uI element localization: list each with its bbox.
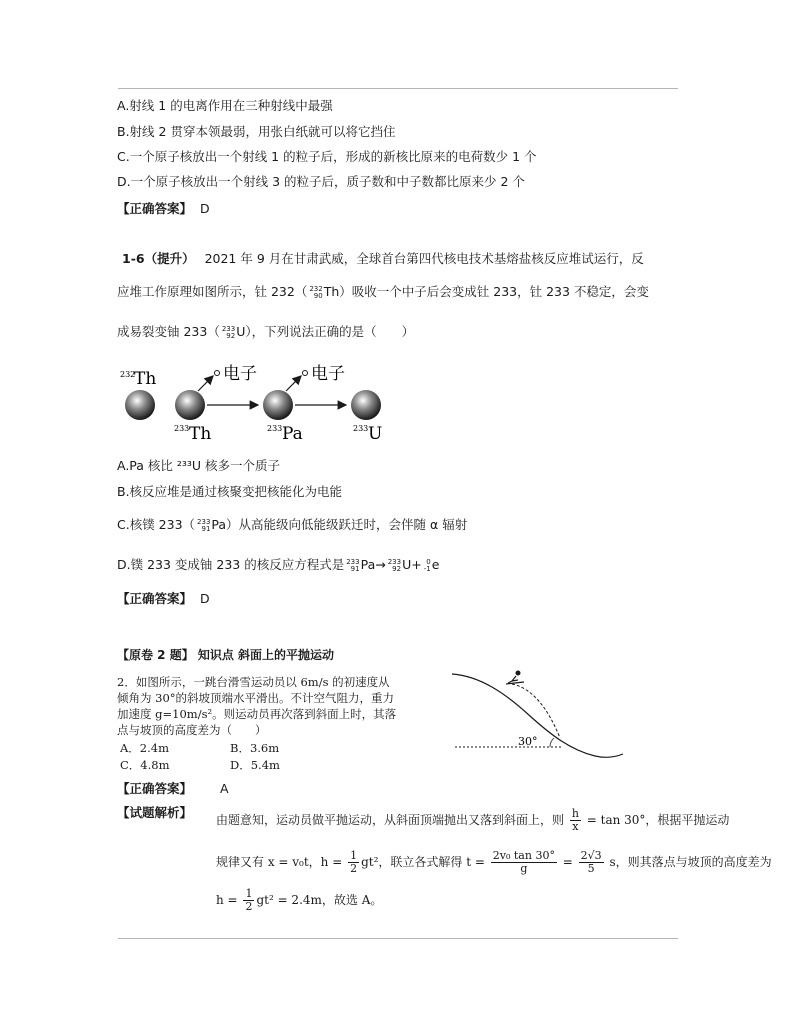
- stem-text: Th）吸收一个中子后会变成钍 233，钍 233 不稳定，会变: [323, 284, 649, 299]
- q3-option-a: A．2.4m: [120, 741, 169, 755]
- nuclide-notation: 233 91: [197, 517, 211, 533]
- answer-label: 【正确答案】: [117, 201, 193, 216]
- explanation-text: h =: [216, 893, 238, 907]
- q3-option-d: D．5.4m: [230, 758, 280, 772]
- mass-th233: 233: [174, 424, 190, 433]
- nucleus-th233: [175, 390, 205, 420]
- electron-dot-1: [215, 371, 220, 376]
- symbol-th233: Th: [189, 424, 212, 444]
- option-text: C.核镤 233（: [117, 517, 196, 532]
- answer-value: D: [200, 591, 210, 606]
- q2-stem-line3: [117, 324, 414, 340]
- decay-chain-diagram: [115, 358, 415, 448]
- answer-label: 【正确答案】: [117, 591, 193, 606]
- q3-stem-line3: 加速度 g=10m/s²。则运动员再次落到斜面上时，其落: [117, 707, 397, 721]
- q3-option-c: C．4.8m: [120, 758, 170, 772]
- top-rule: [118, 88, 678, 89]
- nuclide-notation: 233 92: [221, 324, 236, 340]
- q3-option-b: B．3.6m: [230, 741, 280, 755]
- question-number: 1-6（提升）: [122, 251, 195, 266]
- stem-text: 成易裂变铀 233（: [117, 324, 220, 339]
- q3-header: 【原卷 2 题】 知识点 斜面上的平抛运动: [117, 648, 335, 662]
- q2-stem-line2: [117, 284, 649, 300]
- symbol-u233: U: [368, 424, 383, 444]
- explanation-line-1: [216, 808, 729, 833]
- option-text: Pa）从高能级向低能级跃迁时，会伴随 α 辐射: [211, 517, 468, 532]
- fraction-h-over-x: $\frac{h}{x}$: [571, 807, 579, 833]
- mass-th232: 232: [120, 370, 136, 379]
- electron-label-1: 电子: [223, 364, 257, 384]
- ski-slope-diagram: [450, 668, 625, 768]
- symbol-pa233: Pa: [282, 424, 303, 444]
- q1-option-c: C.一个原子核放出一个射线 1 的粒子后，形成的新核比原来的电荷数少 1 个: [117, 149, 537, 164]
- explanation-line-2: [216, 850, 772, 875]
- q3-stem-line1: 2．如图所示，一跳台滑雪运动员以 6m/s 的初速度从: [117, 675, 390, 689]
- q1-option-d: D.一个原子核放出一个射线 3 的粒子后，质子数和中子数都比原来少 2 个: [117, 174, 525, 189]
- q3-answer: [117, 781, 229, 797]
- electron-label-2: 电子: [311, 364, 345, 384]
- explanation-text: s，则其落点与坡顶的高度差为: [609, 855, 772, 869]
- nucleus-pa233: [263, 390, 293, 420]
- q2-option-a: A.Pa 核比 ²³³U 核多一个质子: [117, 458, 281, 473]
- electron-dot-2: [303, 371, 308, 376]
- option-text: e: [431, 557, 440, 572]
- q2-option-c: [117, 517, 467, 533]
- fraction-time-value: $\frac{2√3}{5}$: [580, 849, 602, 875]
- explanation-text: gt²，联立各式解得 t =: [361, 855, 485, 869]
- slope-line: [452, 674, 623, 757]
- stem-text: 应堆工作原理如图所示，钍 232（: [117, 284, 308, 299]
- option-text: Pa→: [360, 557, 386, 572]
- nucleus-u233: [351, 390, 381, 420]
- q1-option-a: A.射线 1 的电离作用在三种射线中最强: [117, 98, 333, 113]
- bottom-rule: [118, 938, 678, 939]
- fraction-one-half: $\frac{1}{2}$: [350, 849, 358, 875]
- nuclide-notation: 233 91: [346, 557, 360, 573]
- electron-arrow-1: [198, 376, 213, 391]
- analysis-label: 【试题解析】: [117, 805, 193, 820]
- option-text: U+: [402, 557, 422, 572]
- option-text: D.镤 233 变成铀 233 的核反应方程式是: [117, 557, 345, 572]
- mass-u233: 233: [353, 424, 369, 433]
- explanation-text: = tan 30°，根据平抛运动: [586, 813, 730, 827]
- nuclide-notation: 0 -1: [423, 557, 431, 573]
- electron-arrow-2: [286, 376, 301, 391]
- skier-icon: [506, 671, 524, 685]
- stem-text: 2021 年 9 月在甘肃武威，全球首台第四代核电技术基熔盐核反应堆试运行，反: [204, 251, 644, 266]
- explanation-text: 由题意知，运动员做平抛运动，从斜面顶端抛出又落到斜面上，则: [216, 813, 565, 827]
- explanation-text: gt² = 2.4m，故选 A。: [256, 893, 383, 907]
- trajectory-line: [512, 684, 560, 738]
- fraction-one-half: $\frac{1}{2}$: [245, 887, 253, 913]
- nucleus-th232: [125, 390, 155, 420]
- stem-text: U），下列说法正确的是（ ）: [236, 324, 415, 339]
- explanation-text: 规律又有 x = v₀t，h =: [216, 855, 343, 869]
- angle-arc: [550, 738, 554, 747]
- q3-analysis-label: [117, 805, 192, 821]
- answer-value: D: [200, 201, 210, 216]
- answer-label: 【正确答案】: [117, 781, 193, 796]
- fraction-time-expression: $\frac{\text{2v₀ tan 30°}}{g}$: [492, 849, 555, 875]
- q1-answer: [117, 201, 210, 217]
- q2-answer: [117, 591, 210, 607]
- q2-option-b: B.核反应堆是通过核聚变把核能化为电能: [117, 484, 343, 499]
- explanation-text: =: [562, 855, 573, 869]
- q3-stem-line2: 倾角为 30°的斜坡顶端水平滑出。不计空气阻力，重力: [117, 691, 395, 705]
- q3-stem-line4: 点与坡顶的高度差为（ ）: [117, 723, 267, 737]
- nuclide-notation: 232 90: [309, 284, 323, 300]
- q2-option-d: [117, 557, 439, 573]
- answer-value: A: [220, 781, 229, 796]
- explanation-line-3: [216, 888, 382, 913]
- q1-option-b: B.射线 2 贯穿本领最弱，用张白纸就可以将它挡住: [117, 124, 396, 139]
- mass-pa233: 233: [267, 424, 283, 433]
- nuclide-notation: 233 92: [387, 557, 402, 573]
- symbol-th232: Th: [134, 369, 157, 389]
- q2-stem-line1: [122, 251, 644, 267]
- angle-label: 30°: [518, 735, 538, 748]
